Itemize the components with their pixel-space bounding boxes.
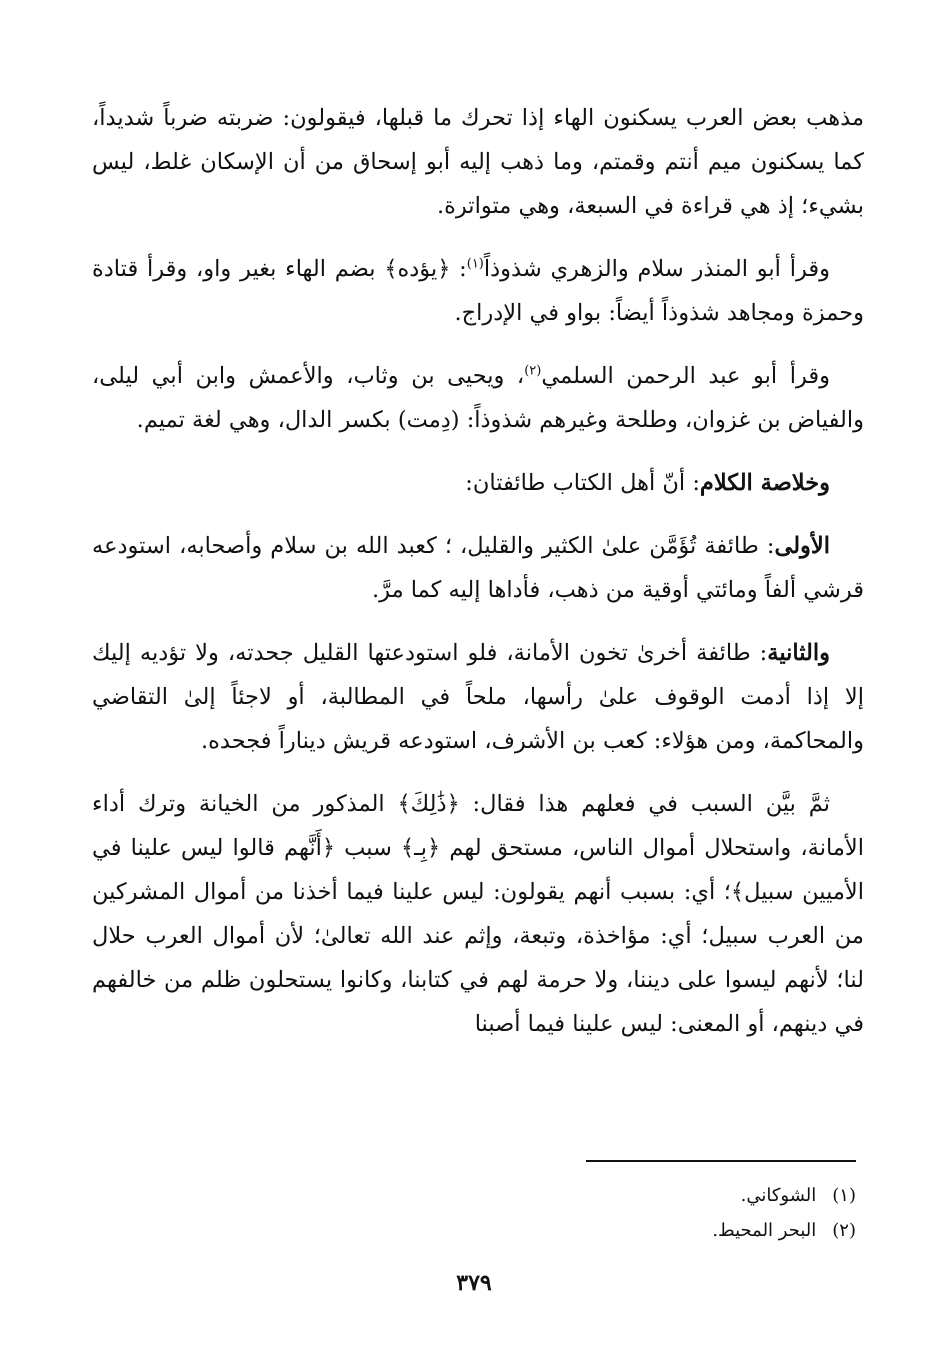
footnote-ref-2[interactable]: (٢) xyxy=(524,363,542,379)
paragraph-3-text-a: وقرأ أبو عبد الرحمن السلمي xyxy=(541,363,830,389)
paragraph-5 xyxy=(92,524,864,612)
paragraph-5-heading: الأولى xyxy=(774,533,830,559)
page-number: ٣٧٩ xyxy=(456,1270,492,1296)
paragraph-3 xyxy=(92,354,864,442)
paragraph-1-text: مذهب بعض العرب يسكنون الهاء إذا تحرك ما قبلها، فيقولون: ضربته ضرباً شديداً، كما يسكنون ميم أنتم وقمتم، وما ذهب إليه أبو إسحاق من أن الإسكان غلط، ليس بشيء؛ إذ هي قراءة في السبعة، وهي متواترة. xyxy=(92,105,864,219)
footnotes xyxy=(84,1178,856,1248)
footnote-2 xyxy=(84,1213,856,1248)
paragraph-6-heading: والثانية xyxy=(767,640,830,666)
footnote-1-text: الشوكاني. xyxy=(740,1185,817,1206)
footnote-divider xyxy=(586,1160,856,1162)
paragraph-1 xyxy=(92,96,864,228)
page-body xyxy=(92,96,864,1065)
paragraph-4 xyxy=(92,461,864,505)
paragraph-4-text: : أنّ أهل الكتاب طائفتان: xyxy=(465,470,700,496)
paragraph-7 xyxy=(92,782,864,1046)
paragraph-2-text-a: وقرأ أبو المنذر سلام والزهري شذوذاً xyxy=(483,256,830,282)
paragraph-3-text-b: ، ويحيى بن وثاب، والأعمش وابن أبي ليلى، والفياض بن غزوان، وطلحة وغيرهم شذوذاً: (دِمت) بكسر الدال، وهي لغة تميم. xyxy=(92,363,864,433)
paragraph-6 xyxy=(92,631,864,763)
footnote-ref-1[interactable]: (١) xyxy=(466,256,484,272)
paragraph-2 xyxy=(92,247,864,335)
footnote-2-number: (٢) xyxy=(832,1220,856,1241)
paragraph-5-text: : طائفة تُؤَمَّن علىٰ الكثير والقليل، ؛ كعبد الله بن سلام وأصحابه، استودعه قرشي ألفاً ومائتي أوقية من ذهب، فأداها إليه كما مرَّ. xyxy=(92,533,864,603)
paragraph-6-text: : طائفة أخرىٰ تخون الأمانة، فلو استودعتها القليل جحدته، ولا تؤديه إليك إلا إذا أدمت الوقوف علىٰ رأسها، ملحاً في المطالبة، أو لاجئاً إلىٰ التقاضي والمحاكمة، ومن هؤلاء: كعب بن الأشرف، استودعه قريش ديناراً فجحده. xyxy=(92,640,864,754)
paragraph-7-text: ثمَّ بيَّن السبب في فعلهم هذا فقال: ﴿ذَٰلِكَ﴾ المذكور من الخيانة وترك أداء الأمانة، واستحلال أموال الناس، مستحق لهم ﴿بِـ﴾ سبب ﴿أَنَّهم قالوا ليس علينا في الأميين سبيل﴾؛ أي: بسبب أنهم يقولون: ليس علينا فيما أخذنا من أموال المشركين من العرب سبيل؛ أي: مؤاخذة، وتبعة، وإثم عند الله تعالىٰ؛ لأن أموال العرب حلال لنا؛ لأنهم ليسوا على ديننا، ولا حرمة لهم في كتابنا، وكانوا يستحلون ظلم من خالفهم في دينهم، أو المعنى: ليس علينا فيما أصبنا xyxy=(92,791,864,1037)
footnote-2-text: البحر المحيط. xyxy=(712,1220,817,1241)
footnote-1-number: (١) xyxy=(832,1185,856,1206)
footnote-1 xyxy=(84,1178,856,1213)
paragraph-2-text-b: : ﴿يؤده﴾ بضم الهاء بغير واو، وقرأ قتادة وحمزة ومجاهد شذوذاً أيضاً: بواو في الإدراج. xyxy=(92,256,864,326)
paragraph-4-heading: وخلاصة الكلام xyxy=(699,470,830,496)
